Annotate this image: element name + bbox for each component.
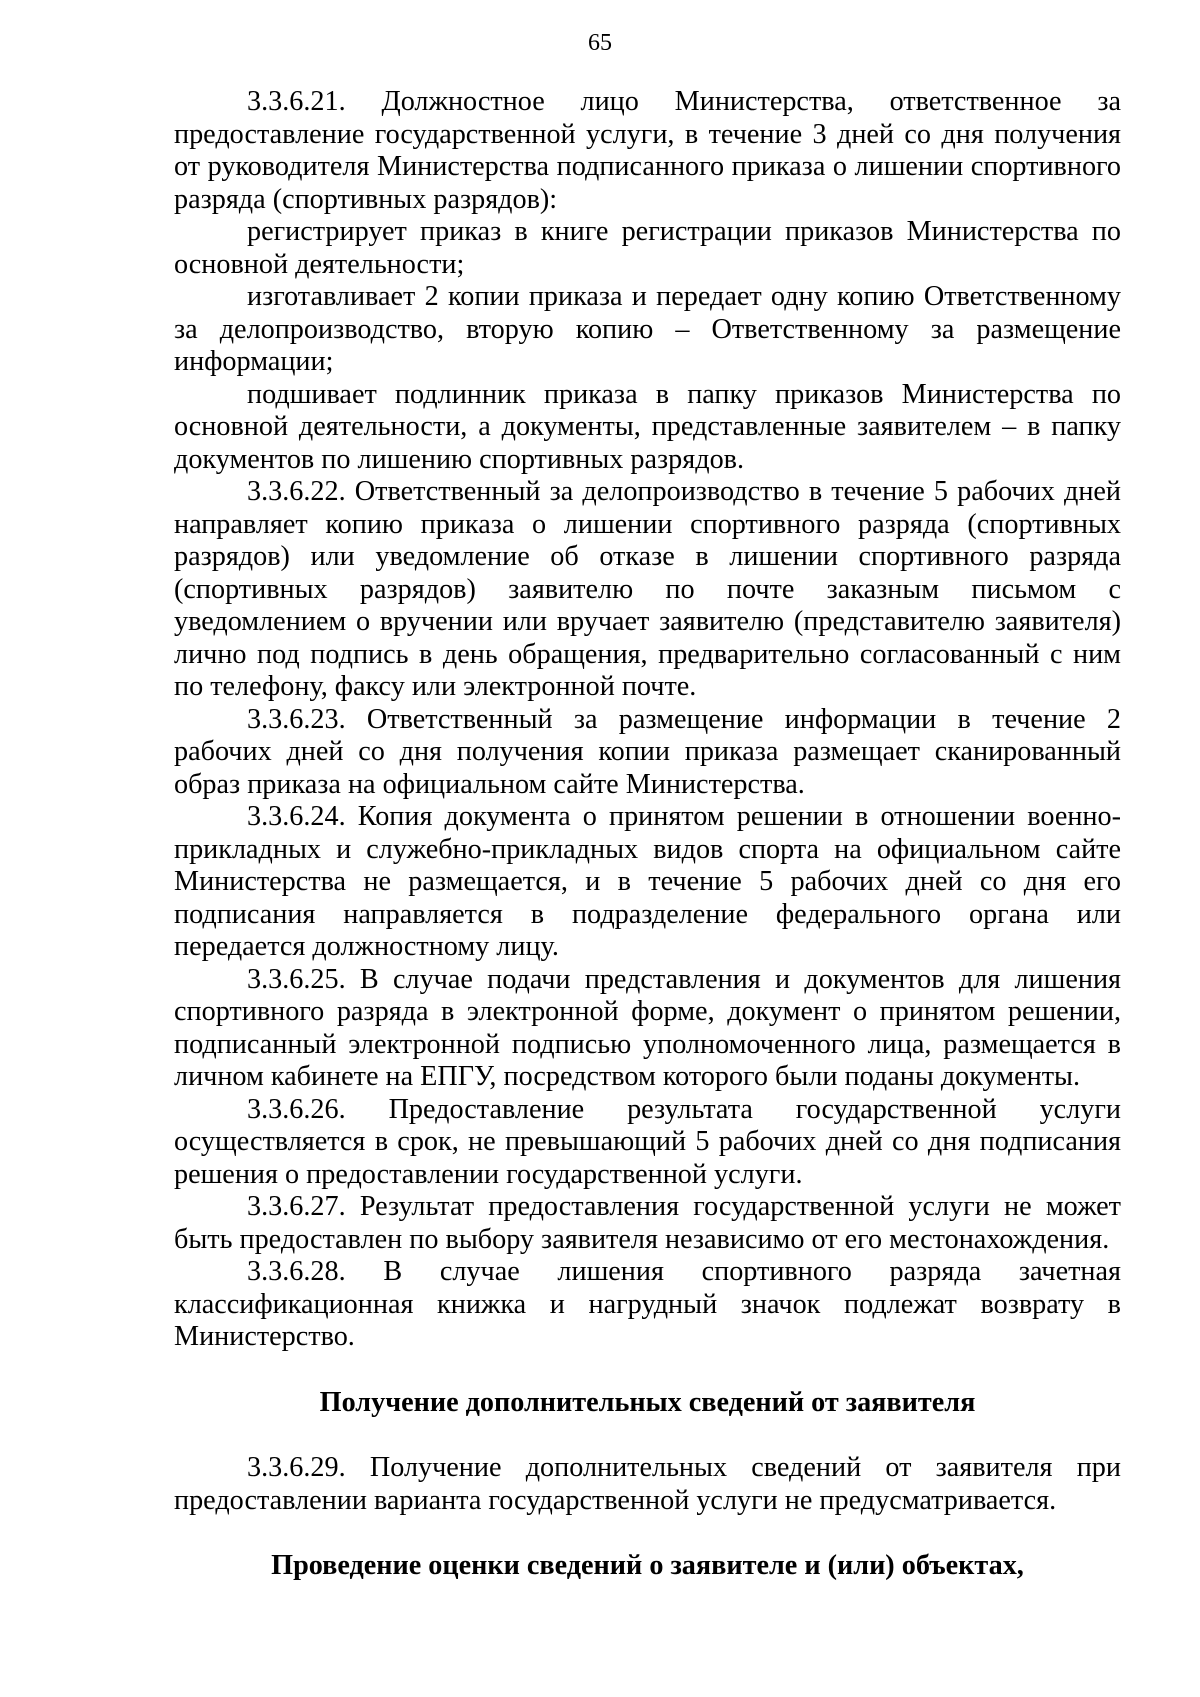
section-heading-assessment: Проведение оценки сведений о заявителе и (или) объектах,: [271, 1550, 1024, 1581]
paragraph-3-3-6-24: 3.3.6.24. Копия документа о принятом решении в отношении военно-прикладных и служебно-прикладных видов спорта на официальном сайте Министерства не размещается, и в течение 5 рабочих дней со дня его подписания направляется в подразделение федерального органа или передается должностному лицу.: [174, 801, 1121, 962]
document-body: [174, 86, 1121, 1583]
section-heading-additional-info: Получение дополнительных сведений от заявителя: [319, 1386, 976, 1418]
paragraph-make-copies: изготавливает 2 копии приказа и передает одну копию Ответственному за делопроизводство, вторую копию – Ответственному за размещение информации;: [174, 281, 1121, 377]
page-number: 65: [588, 30, 612, 56]
paragraph-3-3-6-29: 3.3.6.29. Получение дополнительных сведений от заявителя при предоставлении варианта государственной услуги не предусматривается.: [174, 1452, 1121, 1516]
paragraph-3-3-6-23: 3.3.6.23. Ответственный за размещение информации в течение 2 рабочих дней со дня получения копии приказа размещает сканированный образ приказа на официальном сайте Министерства.: [174, 703, 1121, 800]
paragraph-register-order: регистрирует приказ в книге регистрации приказов Министерства по основной деятельности;: [174, 216, 1121, 280]
paragraph-3-3-6-26: 3.3.6.26. Предоставление результата государственной услуги осуществляется в срок, не превышающий 5 рабочих дней со дня подписания решения о предоставлении государственной услуги.: [174, 1093, 1121, 1190]
paragraph-3-3-6-25: 3.3.6.25. В случае подачи представления и документов для лишения спортивного разряда в электронной форме, документ о принятом решении, подписанный электронной подписью уполномоченного лица, размещается в личном кабинете на ЕПГУ, посредством которого были поданы документы.: [174, 963, 1121, 1092]
paragraph-3-3-6-21: 3.3.6.21. Должностное лицо Министерства, ответственное за предоставление государственной услуги, в течение 3 дней со дня получения от руководителя Министерства подписанного приказа о лишении спортивного разряда (спортивных разрядов):: [174, 86, 1121, 215]
paragraph-3-3-6-28: 3.3.6.28. В случае лишения спортивного разряда зачетная классификационная книжка и нагрудный значок подлежат возврату в Министерство.: [174, 1256, 1121, 1352]
paragraph-3-3-6-22: 3.3.6.22. Ответственный за делопроизводство в течение 5 рабочих дней направляет копию приказа о лишении спортивного разряда (спортивных разрядов) или уведомление об отказе в лишении спортивного разряда (спортивных разрядов) заявителю по почте заказным письмом с уведомлением о вручении или вручает заявителю (представителю заявителя) лично под подпись в день обращения, предварительно согласованный с ним по телефону, факсу или электронной почте.: [174, 476, 1121, 702]
paragraph-file-original: подшивает подлинник приказа в папку приказов Министерства по основной деятельности, а документы, представленные заявителем – в папку документов по лишению спортивных разрядов.: [174, 378, 1121, 475]
paragraph-3-3-6-27: 3.3.6.27. Результат предоставления государственной услуги не может быть предоставлен по выбору заявителя независимо от его местонахождения.: [174, 1191, 1121, 1255]
